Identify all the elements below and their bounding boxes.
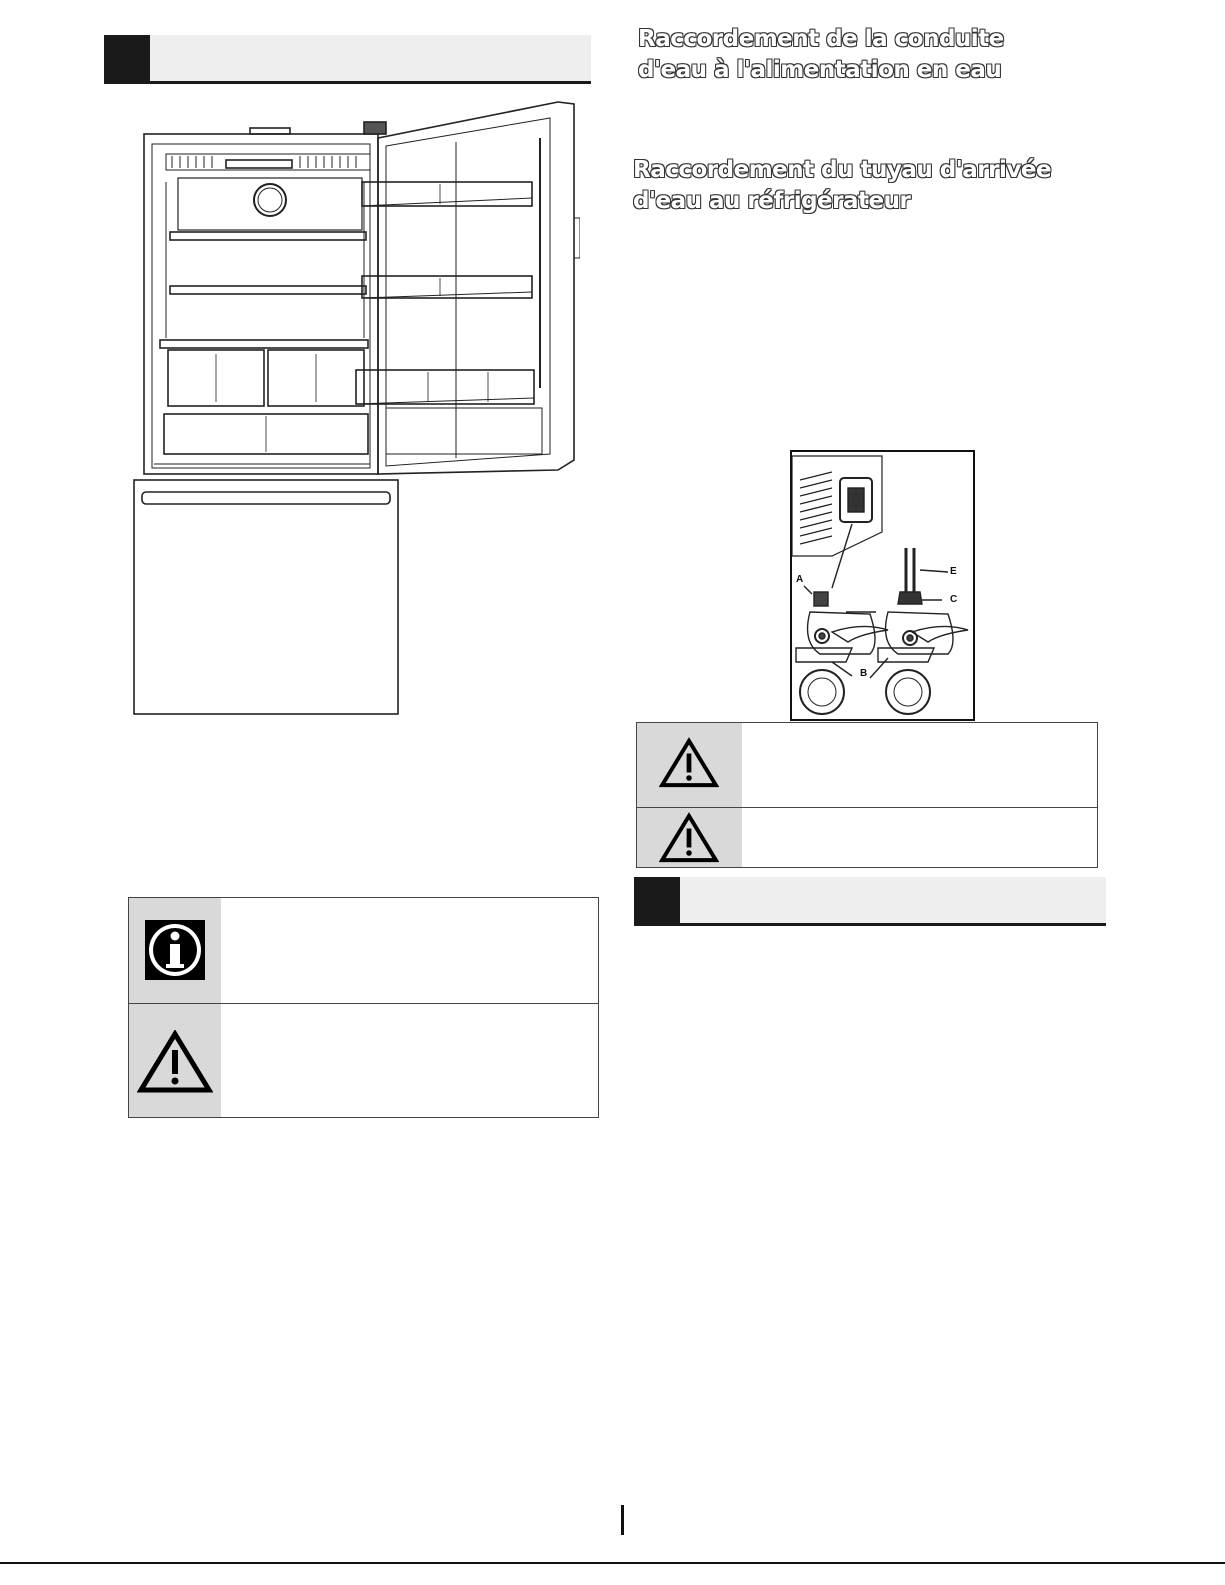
figure-label-c: C	[950, 594, 958, 605]
warning-icon-cell	[637, 723, 742, 807]
figure-label-b: B	[860, 668, 868, 679]
section-marker	[104, 35, 150, 84]
info-note-row	[129, 898, 598, 1003]
warning-triangle-icon	[137, 1030, 213, 1094]
warning-icon-cell	[129, 1004, 221, 1117]
section-bar-left	[104, 35, 591, 84]
valve-connection-figure	[790, 450, 975, 721]
footer-rule	[0, 1562, 1225, 1564]
section-bar-right	[634, 877, 1106, 926]
info-icon-cell	[129, 898, 221, 1003]
notice-table-left	[128, 897, 599, 1118]
info-icon	[143, 918, 207, 982]
heading-inlet-hose-fridge: Raccordement du tuyau d'arrivée d'eau au réfrigérateur	[633, 157, 1052, 214]
figure-label-e: E	[950, 566, 957, 577]
page-number-marker	[621, 1505, 624, 1535]
warning-triangle-icon	[659, 737, 719, 789]
heading-water-line-supply: Raccordement de la conduite d'eau à l'alimentation en eau	[638, 26, 1004, 83]
fridge-illustration	[130, 98, 580, 718]
figure-label-a: A	[796, 574, 804, 585]
warning-icon-cell	[637, 808, 742, 867]
notice-table-right	[636, 722, 1098, 868]
warning-triangle-icon	[659, 812, 719, 864]
warning-note-row-2	[637, 808, 1097, 867]
warning-note-row-1	[637, 723, 1097, 807]
section-marker	[634, 877, 680, 926]
warning-note-row	[129, 1004, 598, 1117]
